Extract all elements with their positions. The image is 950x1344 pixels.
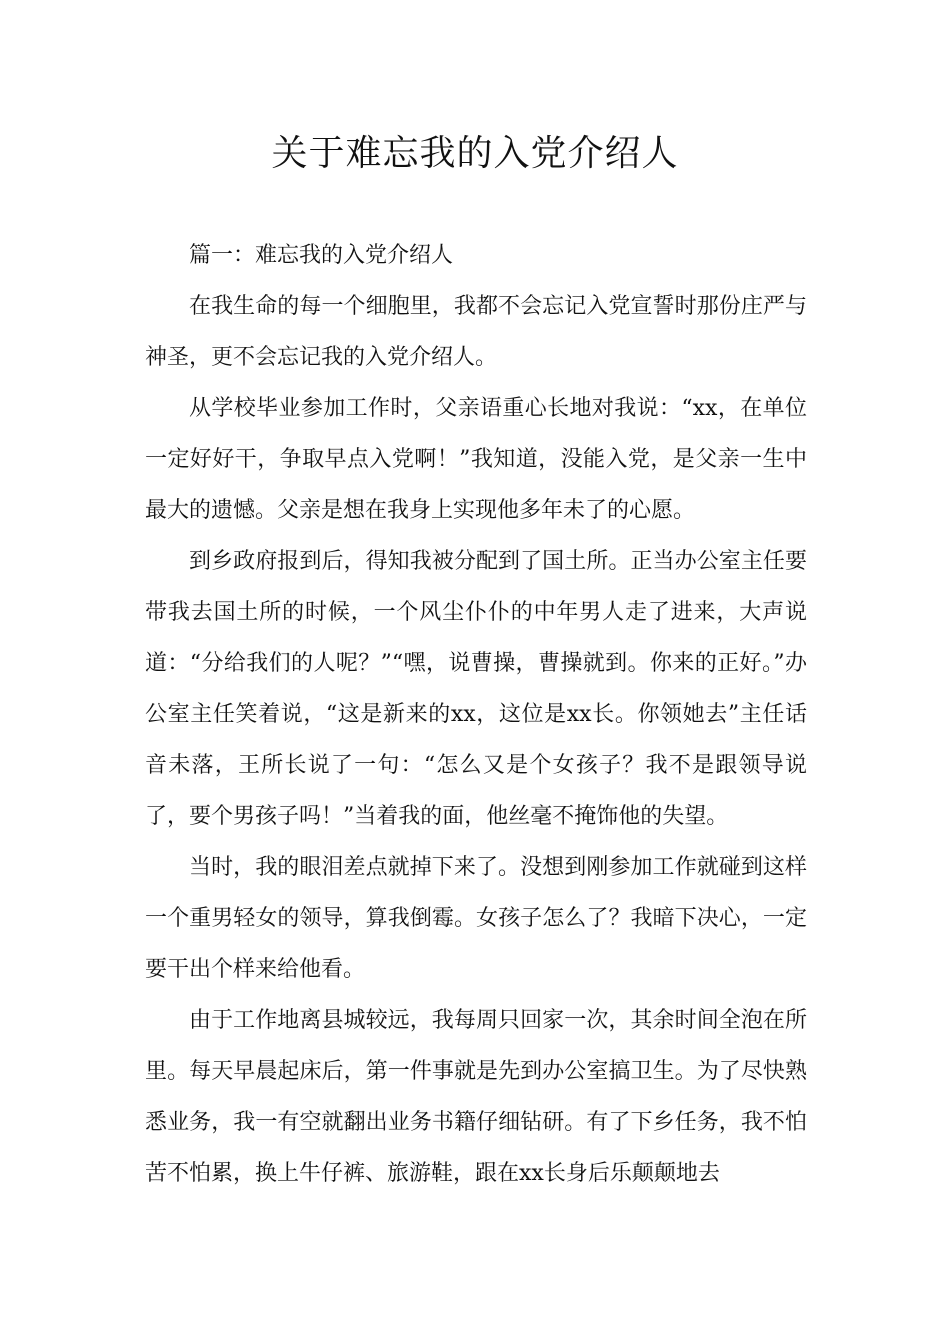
paragraph-1: 在我生命的每一个细胞里，我都不会忘记入党宣誓时那份庄严与神圣，更不会忘记我的入党介绍人。 (145, 294, 807, 370)
paragraph-2: 从学校毕业参加工作时，父亲语重心长地对我说：“xx，在单位一定好好干，争取早点入党啊！”我知道，没能入党，是父亲一生中最大的遗憾。父亲是想在我身上实现他多年未了的心愿。 (145, 396, 807, 523)
section-heading: 篇一：难忘我的入党介绍人 (189, 243, 454, 268)
paragraph-3: 到乡政府报到后，得知我被分配到了国土所。正当办公室主任要带我去国土所的时候，一个风尘仆仆的中年男人走了进来，大声说道：“分给我们的人呢？”“嘿，说曹操，曹操就到。你来的正好。”办公室主任笑着说，“这是新来的xx，这位是xx长。你领她去”主任话音未落，王所长说了一句：“怎么又是个女孩子？我不是跟领导说了，要个男孩子吗！”当着我的面，他丝毫不掩饰他的失望。 (145, 549, 808, 829)
paragraph-4: 当时，我的眼泪差点就掉下来了。没想到刚参加工作就碰到这样一个重男轻女的领导，算我倒霉。女孩子怎么了？我暗下决心，一定要干出个样来给他看。 (145, 855, 807, 982)
paragraph-5: 由于工作地离县城较远，我每周只回家一次，其余时间全泡在所里。每天早晨起床后，第一件事就是先到办公室搞卫生。为了尽快熟悉业务，我一有空就翻出业务书籍仔细钻研。有了下乡任务，我不怕苦不怕累，换上牛仔裤、旅游鞋，跟在xx长身后乐颠颠地去 (145, 1008, 807, 1186)
document-body (145, 230, 807, 1199)
document-title: 关于难忘我的入党介绍人 (271, 133, 679, 174)
